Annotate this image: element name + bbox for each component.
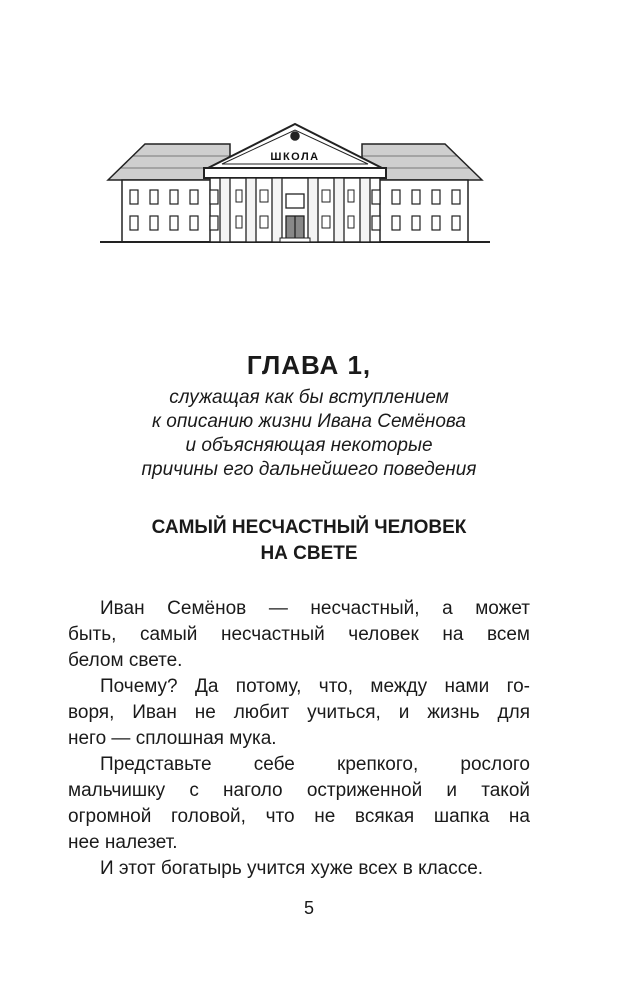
body-line: Почему? Да потому, что, между нами го- xyxy=(100,676,530,697)
chapter-subtitle xyxy=(0,386,618,482)
body-line: мальчишку с наголо остриженной и такой xyxy=(68,780,530,801)
body-line: быть, самый несчастный человек на всем xyxy=(68,624,530,645)
school-building-illustration xyxy=(100,118,490,250)
body-line: нее налезет. xyxy=(68,832,178,853)
school-sign: ШКОЛА xyxy=(270,151,320,163)
page-number: 5 xyxy=(303,898,314,918)
body-line: огромной головой, что не всякая шапка на xyxy=(68,806,530,827)
section-title xyxy=(0,515,618,567)
body-line: него — сплошная мука. xyxy=(68,728,277,749)
section-title-line: САМЫЙ НЕСЧАСТНЫЙ ЧЕЛОВЕК xyxy=(151,517,467,538)
chapter-title: ГЛАВА 1, xyxy=(246,350,372,380)
body-line: Иван Семёнов — несчастный, а может xyxy=(100,598,530,619)
body-line: воря, Иван не любит учиться, и жизнь для xyxy=(68,702,530,723)
body-line: И этот богатырь учится хуже всех в классе. xyxy=(100,858,484,879)
section-title-line: НА СВЕТЕ xyxy=(260,543,358,564)
subtitle-line: к описанию жизни Ивана Семёнова xyxy=(152,411,466,432)
subtitle-line: причины его дальнейшего поведения xyxy=(141,459,477,480)
body-text xyxy=(68,596,530,882)
body-line: Представьте себе крепкого, рослого xyxy=(100,754,530,775)
subtitle-line: служащая как бы вступлением xyxy=(169,387,449,408)
subtitle-line: и объясняющая некоторые xyxy=(185,435,433,456)
body-line: белом свете. xyxy=(68,650,183,671)
